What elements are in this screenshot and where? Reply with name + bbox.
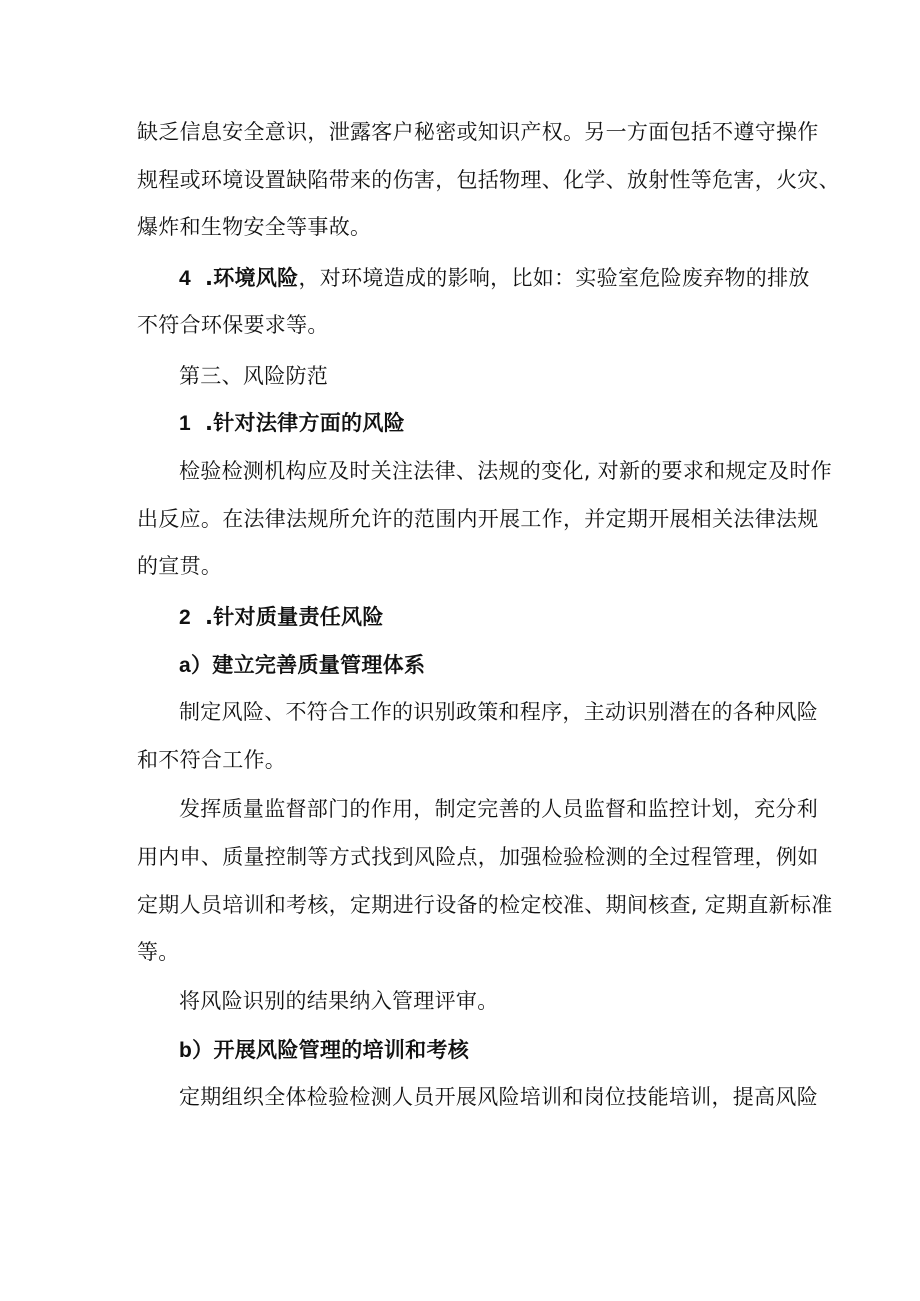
sub-item-letter: b: [179, 1039, 193, 1062]
list-item-1: [179, 409, 405, 438]
sub-item-heading: ）建立完善质量管理体系: [190, 653, 426, 677]
paragraph-line: 不符合环保要求等。: [137, 313, 329, 337]
paragraph-line: 和不符合工作。: [137, 748, 287, 772]
sub-item-b: [179, 1036, 469, 1065]
paragraph-line: 的宣贯。: [137, 554, 223, 578]
paragraph-line: 出反应。在法律法规所允许的范围内开展工作，并定期开展相关法律法规: [137, 507, 819, 531]
paragraph-line: 发挥质量监督部门的作用，制定完善的人员监督和监控计划，充分利: [179, 797, 818, 821]
paragraph-line: 规程或环境设置缺陷带来的伤害，包括物理、化学、放射性等危害，火灾、: [137, 168, 840, 192]
item-text: ，对环境造成的影响，比如：实验室危险废弃物的排放: [298, 266, 810, 290]
paragraph-line: 等。: [137, 940, 180, 964]
paragraph-line: 爆炸和生物安全等事故。: [137, 215, 372, 239]
item-heading: .针对法律方面的风险: [204, 411, 405, 435]
paragraph-line: 定期组织全体检验检测人员开展风险培训和岗位技能培训，提高风险: [179, 1085, 818, 1109]
paragraph-line: 用内申、质量控制等方式找到风险点，加强检验检测的全过程管理，例如: [137, 845, 819, 869]
item-heading: .针对质量责任风险: [204, 605, 384, 629]
item-number: 1: [179, 412, 191, 435]
paragraph-line: 将风险识别的结果纳入管理评审。: [179, 989, 499, 1013]
paragraph-line: 检验检测机构应及时关注法律、法规的变化, 对新的要求和规定及时作: [179, 459, 832, 483]
item-heading: .环境风险: [204, 266, 299, 290]
sub-item-letter: a: [179, 654, 191, 677]
section-heading: 第三、风险防范: [179, 364, 329, 388]
list-item-4: [179, 264, 810, 293]
sub-item-a: [179, 651, 425, 680]
paragraph-line: 定期人员培训和考核，定期进行设备的检定校准、期间核查, 定期直新标准: [137, 893, 833, 917]
item-number: 4: [179, 267, 191, 290]
item-number: 2: [179, 606, 191, 629]
sub-item-heading: ）开展风险管理的培训和考核: [192, 1038, 470, 1062]
list-item-2: [179, 603, 384, 632]
paragraph-line: 缺乏信息安全意识，泄露客户秘密或知识产权。另一方面包括不遵守操作: [137, 120, 819, 144]
paragraph-line: 制定风险、不符合工作的识别政策和程序，主动识别潜在的各种风险: [179, 700, 818, 724]
